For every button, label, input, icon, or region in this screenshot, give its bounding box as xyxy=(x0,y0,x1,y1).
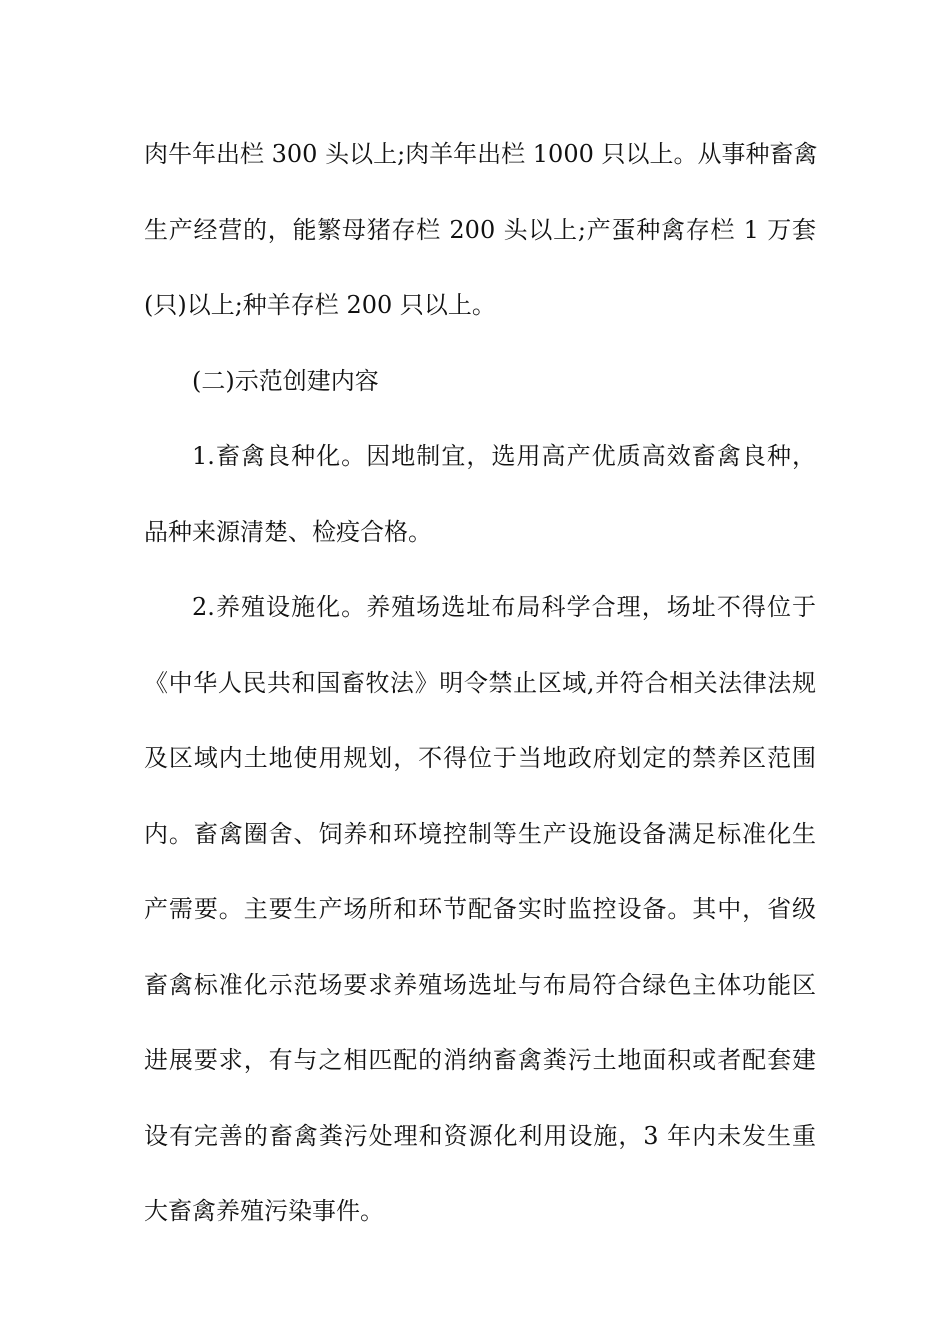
text-line: 畜禽标准化示范场要求养殖场选址与布局符合绿色主体功能区 xyxy=(144,970,816,999)
section-heading: (二)示范创建内容 xyxy=(192,366,379,395)
text-line: 肉牛年出栏 300 头以上;肉羊年出栏 1000 只以上。从事种畜禽 xyxy=(144,140,818,168)
text-line: 《中华人民共和国畜牧法》明令禁止区域,并符合相关法律法规 xyxy=(144,668,816,697)
text-line: 及区域内土地使用规划，不得位于当地政府划定的禁养区范围 xyxy=(144,744,816,772)
text-line: 1.畜禽良种化。因地制宜，选用高产优质高效畜禽良种， xyxy=(192,442,816,470)
text-line: 内。畜禽圈舍、饲养和环境控制等生产设施设备满足标准化生 xyxy=(144,819,816,848)
text-line: 品种来源清楚、检疫合格。 xyxy=(144,517,432,546)
text-line: 2.养殖设施化。养殖场选址布局科学合理，场址不得位于 xyxy=(192,593,816,621)
body-text xyxy=(144,126,816,1259)
text-line: 设有完善的畜禽粪污处理和资源化利用设施，3 年内未发生重 xyxy=(144,1121,816,1150)
text-line: 大畜禽养殖污染事件。 xyxy=(144,1197,384,1225)
text-line: (只)以上;种羊存栏 200 只以上。 xyxy=(144,291,496,319)
text-line: 进展要求，有与之相匹配的消纳畜禽粪污土地面积或者配套建 xyxy=(144,1046,816,1074)
text-line: 产需要。主要生产场所和环节配备实时监控设备。其中，省级 xyxy=(144,895,816,923)
text-line: 生产经营的，能繁母猪存栏 200 头以上;产蛋种禽存栏 1 万套 xyxy=(144,215,816,244)
